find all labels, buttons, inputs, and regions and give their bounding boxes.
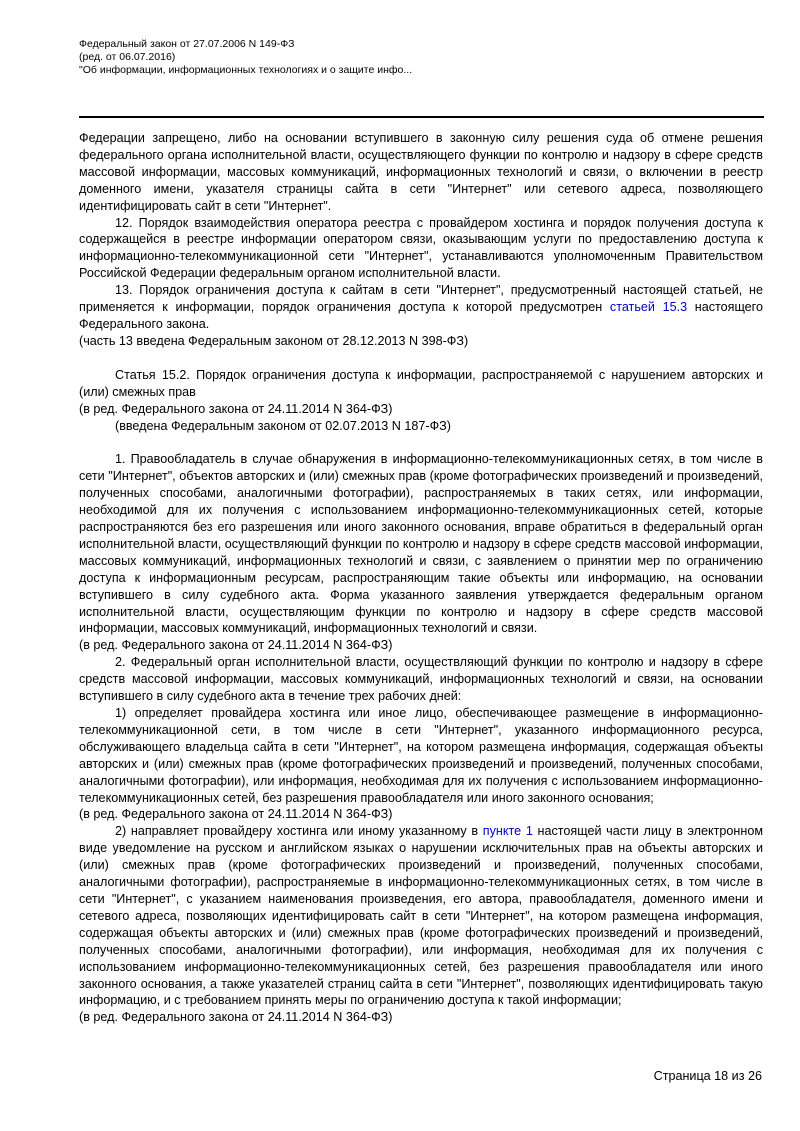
section-2-item-2-text: 2) направляет провайдеру хостинга или иному указанному в [115,824,483,839]
spacer [79,350,763,367]
section-1-amendment-note: (в ред. Федерального закона от 24.11.2014 N 364-ФЗ) [79,638,393,653]
section-2-item-1: 1) определяет провайдера хостинга или иное лицо, обеспечивающее размещение в информационно-телекоммуникационной сети, в том числе в сети "Интернет", указанного информационного ресурса, обслуживающего владельца сайта в сети "Интернет", на котором размещена информация, содержащая объекты авторских и (или) смежных прав (кроме фотографических произведений и произведений, полученных способами, аналогичными фотографии), или информация, необходимая для их получения с использованием информационно-телекоммуникационных сетей, без разрешения правообладателя или иного законного основания; [79,706,763,805]
spacer [79,434,763,451]
header-law-title: Федеральный закон от 27.07.2006 N 149-ФЗ [79,38,295,50]
section-2-item-2 [79,823,763,1009]
section-2-item-1-amendment-note: (в ред. Федерального закона от 24.11.2014 N 364-ФЗ) [79,807,393,822]
document-body [79,130,763,1026]
document-header [79,38,761,77]
section-1: 1. Правообладатель в случае обнаружения в информационно-телекоммуникационных сетях, в том числе в сети "Интернет", объектов авторских и (или) смежных прав (кроме фотографических произведений и произведений, полученных способами, аналогичными фотографии), распространяемых в таких сетях, или информации, необходимой для их получения с использованием информационно-телекоммуникационных сетей, которые распространяются без его разрешения или иного законного основания, вправе обратиться в федеральный орган исполнительной власти, осуществляющий функции по контролю и надзору в сфере средств массовой информации, массовых коммуникаций, информационных технологий и связи, с заявлением о принятии мер по ограничению доступа к информационным ресурсам, распространяющим такие объекты или информацию, на основании вступившего в силу судебного акта. Форма указанного заявления утверждается федеральным органом исполнительной власти, осуществляющим функции по контролю и надзору в сфере средств массовой информации, массовых коммуникаций, информационных технологий и связи. [79,452,763,636]
paragraph-continuation: Федерации запрещено, либо на основании вступившего в законную силу решения суда об отмене решения федерального органа исполнительной власти, осуществляющего функции по контролю и надзору в сфере средств массовой информации, массовых коммуникаций, информационных технологий и связи, о включении в реестр доменного имени, указателя страницы сайта в сети "Интернет" или сетевого адреса, позволяющего идентифицировать сайт в сети "Интернет". [79,131,763,213]
article-amendment-note: (в ред. Федерального закона от 24.11.2014 N 364-ФЗ) [79,401,393,416]
section-2-item-2-amendment-note: (в ред. Федерального закона от 24.11.2014 N 364-ФЗ) [79,1010,393,1025]
paragraph-13 [79,282,763,333]
paragraph-13-text: 13. Порядок ограничения доступа к сайтам в сети "Интернет", предусмотренный настоящей статьей, не применяется к информации, порядок ограничения доступа к которой предусмотрен [79,283,763,315]
amendment-note-13: (часть 13 введена Федеральным законом от 28.12.2013 N 398-ФЗ) [79,333,469,348]
paragraph-13-tail: настоящего Федерального закона. [79,300,764,331]
header-revision: (ред. от 06.07.2016) [79,51,176,63]
article-title: Статья 15.2. Порядок ограничения доступа к информации, распространяемой с нарушением авторских и (или) смежных прав [79,367,763,399]
section-2-item-2-tail: настоящей части лицу в электронном виде уведомление на русском и английском языках о нарушении исключительных прав на объекты авторских и (или) смежных прав (кроме фотографических произведений и произведений, полученных способами, аналогичными фотографии), распространяемые в информационно-телекоммуникационных сетях, в том числе в сети "Интернет", с указанием наименования произведения, его автора, правообладателя, доменного имени и сетевого адреса, позволяющих идентифицировать сайт в сети "Интернет", на котором размещена информация, содержащая объекты авторских и (или) смежных прав (кроме фотографических произведений и произведений, полученных способами, аналогичными фотографии), или информация, необходимая для их получения с использованием информационно-телекоммуникационных сетей, без разрешения правообладателя или иного законного основания, а также указателей страниц сайта в сети "Интернет", позволяющих идентифицировать такую информацию, и с требованием принять меры по ограничению доступа к такой информации; [79,824,763,1008]
article-15-3-link[interactable]: статьей 15.3 [609,300,688,315]
paragraph-12: 12. Порядок взаимодействия оператора реестра с провайдером хостинга и порядок получения доступа к содержащейся в реестре информации оператором связи, оказывающим услуги по предоставлению доступа к информационно-телекоммуникационной сети "Интернет", устанавливаются уполномоченным Правительством Российской Федерации федеральным органом исполнительной власти. [79,215,763,281]
header-divider [79,116,764,118]
page-number: Страница 18 из 26 [653,1069,762,1083]
header-law-name: "Об информации, информационных технологиях и о защите инфо... [79,64,413,76]
item-1-link[interactable]: пункте 1 [482,824,533,839]
article-introduced-note: (введена Федеральным законом от 02.07.2013 N 187-ФЗ) [115,418,451,433]
section-2: 2. Федеральный орган исполнительной власти, осуществляющий функции по контролю и надзору в сфере средств массовой информации, массовых коммуникаций, информационных технологий и связи, на основании вступившего в силу судебного акта в течение трех рабочих дней: [79,655,763,704]
